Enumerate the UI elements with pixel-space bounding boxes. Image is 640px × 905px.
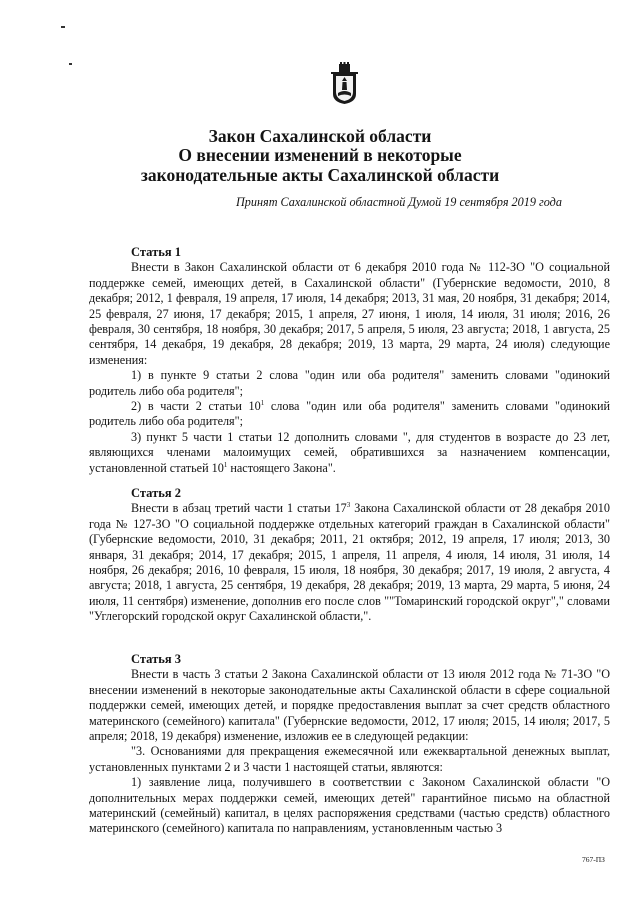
article-paragraph: "3. Основаниями для прекращения ежемесячной или ежеквартальной денежных выплат, установленных пунктами 2 и 3 части 1 настоящей статьи, являются:: [89, 744, 610, 774]
adoption-note: Принят Сахалинской областной Думой 19 сентября 2019 года: [236, 195, 562, 209]
article-3: [89, 652, 610, 837]
paragraph-text: Закона Сахалинской области от 28 декабря 2010 года № 127-ЗО "О социальной поддержке отдельных категорий граждан в Сахалинской области" (Губернские ведомости, 2010, 31 декабря; 2011, 21 октября; 2012, 19 апреля, 17 июля; 2013, 30 января, 31 декабря; 2014, 17 декабря; 2015, 1 апреля, 11 апреля, 4 июля, 14 июля, 31 июля, 14 ноября, 26 декабря; 2016, 10 февраля, 15 июля, 18 ноября, 30 декабря; 2017, 19 июля, 2 августа, 4 августа; 2018, 1 августа, 25 сентября, 19 декабря, 28 декабря; 2019, 13 марта, 29 марта, 5 июня, 24 июля, 11 сентября) изменение, дополнив его после слов ""Томаринский городской округ"," словами "Углегорский городской округ Сахалинской области,".: [89, 501, 610, 624]
law-title-line-3: законодательные акты Сахалинской области: [140, 165, 500, 185]
superscript: 3: [346, 501, 351, 510]
scan-mark: [69, 63, 72, 65]
article-heading: Статья 2: [131, 486, 181, 500]
article-2: [89, 486, 610, 625]
paragraph-text: слова "один или оба родителя" заменить словами "одинокий родитель либо оба родителя";: [89, 399, 610, 429]
article-paragraph: [89, 501, 610, 624]
law-title-line-1: Закон Сахалинской области: [208, 126, 432, 146]
article-paragraph: 1) заявление лица, получившего в соответствии с Законом Сахалинской области "О дополнительных мерах поддержки семей, имеющих детей" гарантийное письмо на областной материнский (семейный) капитал, в целях распоряжения средствами (частью средств) областного материнского (семейного) капитала по направлениям, установленным частью 3: [89, 775, 610, 836]
article-heading: Статья 1: [131, 245, 181, 259]
article-heading: Статья 3: [131, 652, 181, 666]
article-paragraph: [89, 430, 610, 476]
superscript: 1: [260, 399, 265, 407]
law-title-line-2: О внесении изменений в некоторые: [178, 145, 462, 165]
sakhalin-coat-of-arms-icon: [331, 62, 358, 105]
paragraph-text: 2) в части 2 статьи 10: [131, 399, 261, 414]
scan-mark: [61, 26, 65, 28]
article-paragraph: Внести в Закон Сахалинской области от 6 декабря 2010 года № 112-ЗО "О социальной поддержке семей, имеющих детей, в Сахалинской области" (Губернские ведомости, 2010, 8 декабря; 2012, 1 февраля, 19 апреля, 17 июля, 14 декабря; 2013, 31 мая, 20 ноября, 31 декабря; 2014, 25 февраля, 27 июня, 17 декабря; 2015, 1 апреля, 27 июня, 1 июля, 14 июля, 31 июля; 2016, 26 февраля, 30 сентября, 18 ноября, 30 декабря; 2017, 5 апреля, 5 июля, 23 августа; 2018, 1 августа, 25 сентября, 14 декабря, 19 декабря, 28 декабря; 2019, 13 марта, 29 марта, 24 июля) следующие изменения:: [89, 260, 610, 367]
paragraph-text: 3) пункт 5 части 1 статьи 12 дополнить словами ", для студентов в возрасте до 23 лет, являющихся членами малоимущих семей, обратившихся за назначением компенсации, установленной статьей 10: [89, 429, 610, 475]
article-1: [89, 245, 610, 476]
article-paragraph: [89, 399, 610, 430]
article-paragraph: 1) в пункте 9 статьи 2 слова "один или оба родителя" заменить словами "одинокий родитель либо оба родителя";: [89, 368, 610, 398]
paragraph-text: настоящего Закона".: [227, 460, 336, 475]
superscript: 1: [223, 460, 228, 469]
document-code: 767-ПЗ: [582, 855, 605, 864]
paragraph-text: Внести в абзац третий части 1 статьи 17: [131, 501, 347, 516]
article-paragraph: Внести в часть 3 статьи 2 Закона Сахалинской области от 13 июля 2012 года № 71-ЗО "О внесении изменений в некоторые законодательные акты Сахалинской области в сфере социальной поддержки семей, имеющих детей, и порядке предоставления выплат за счет средств областного материнского (семейного) капитала" (Губернские ведомости, 2012, 17 июля; 2015, 14 июля; 2017, 5 апреля; 2018, 19 декабря) изменение, изложив ее в следующей редакции:: [89, 667, 610, 744]
